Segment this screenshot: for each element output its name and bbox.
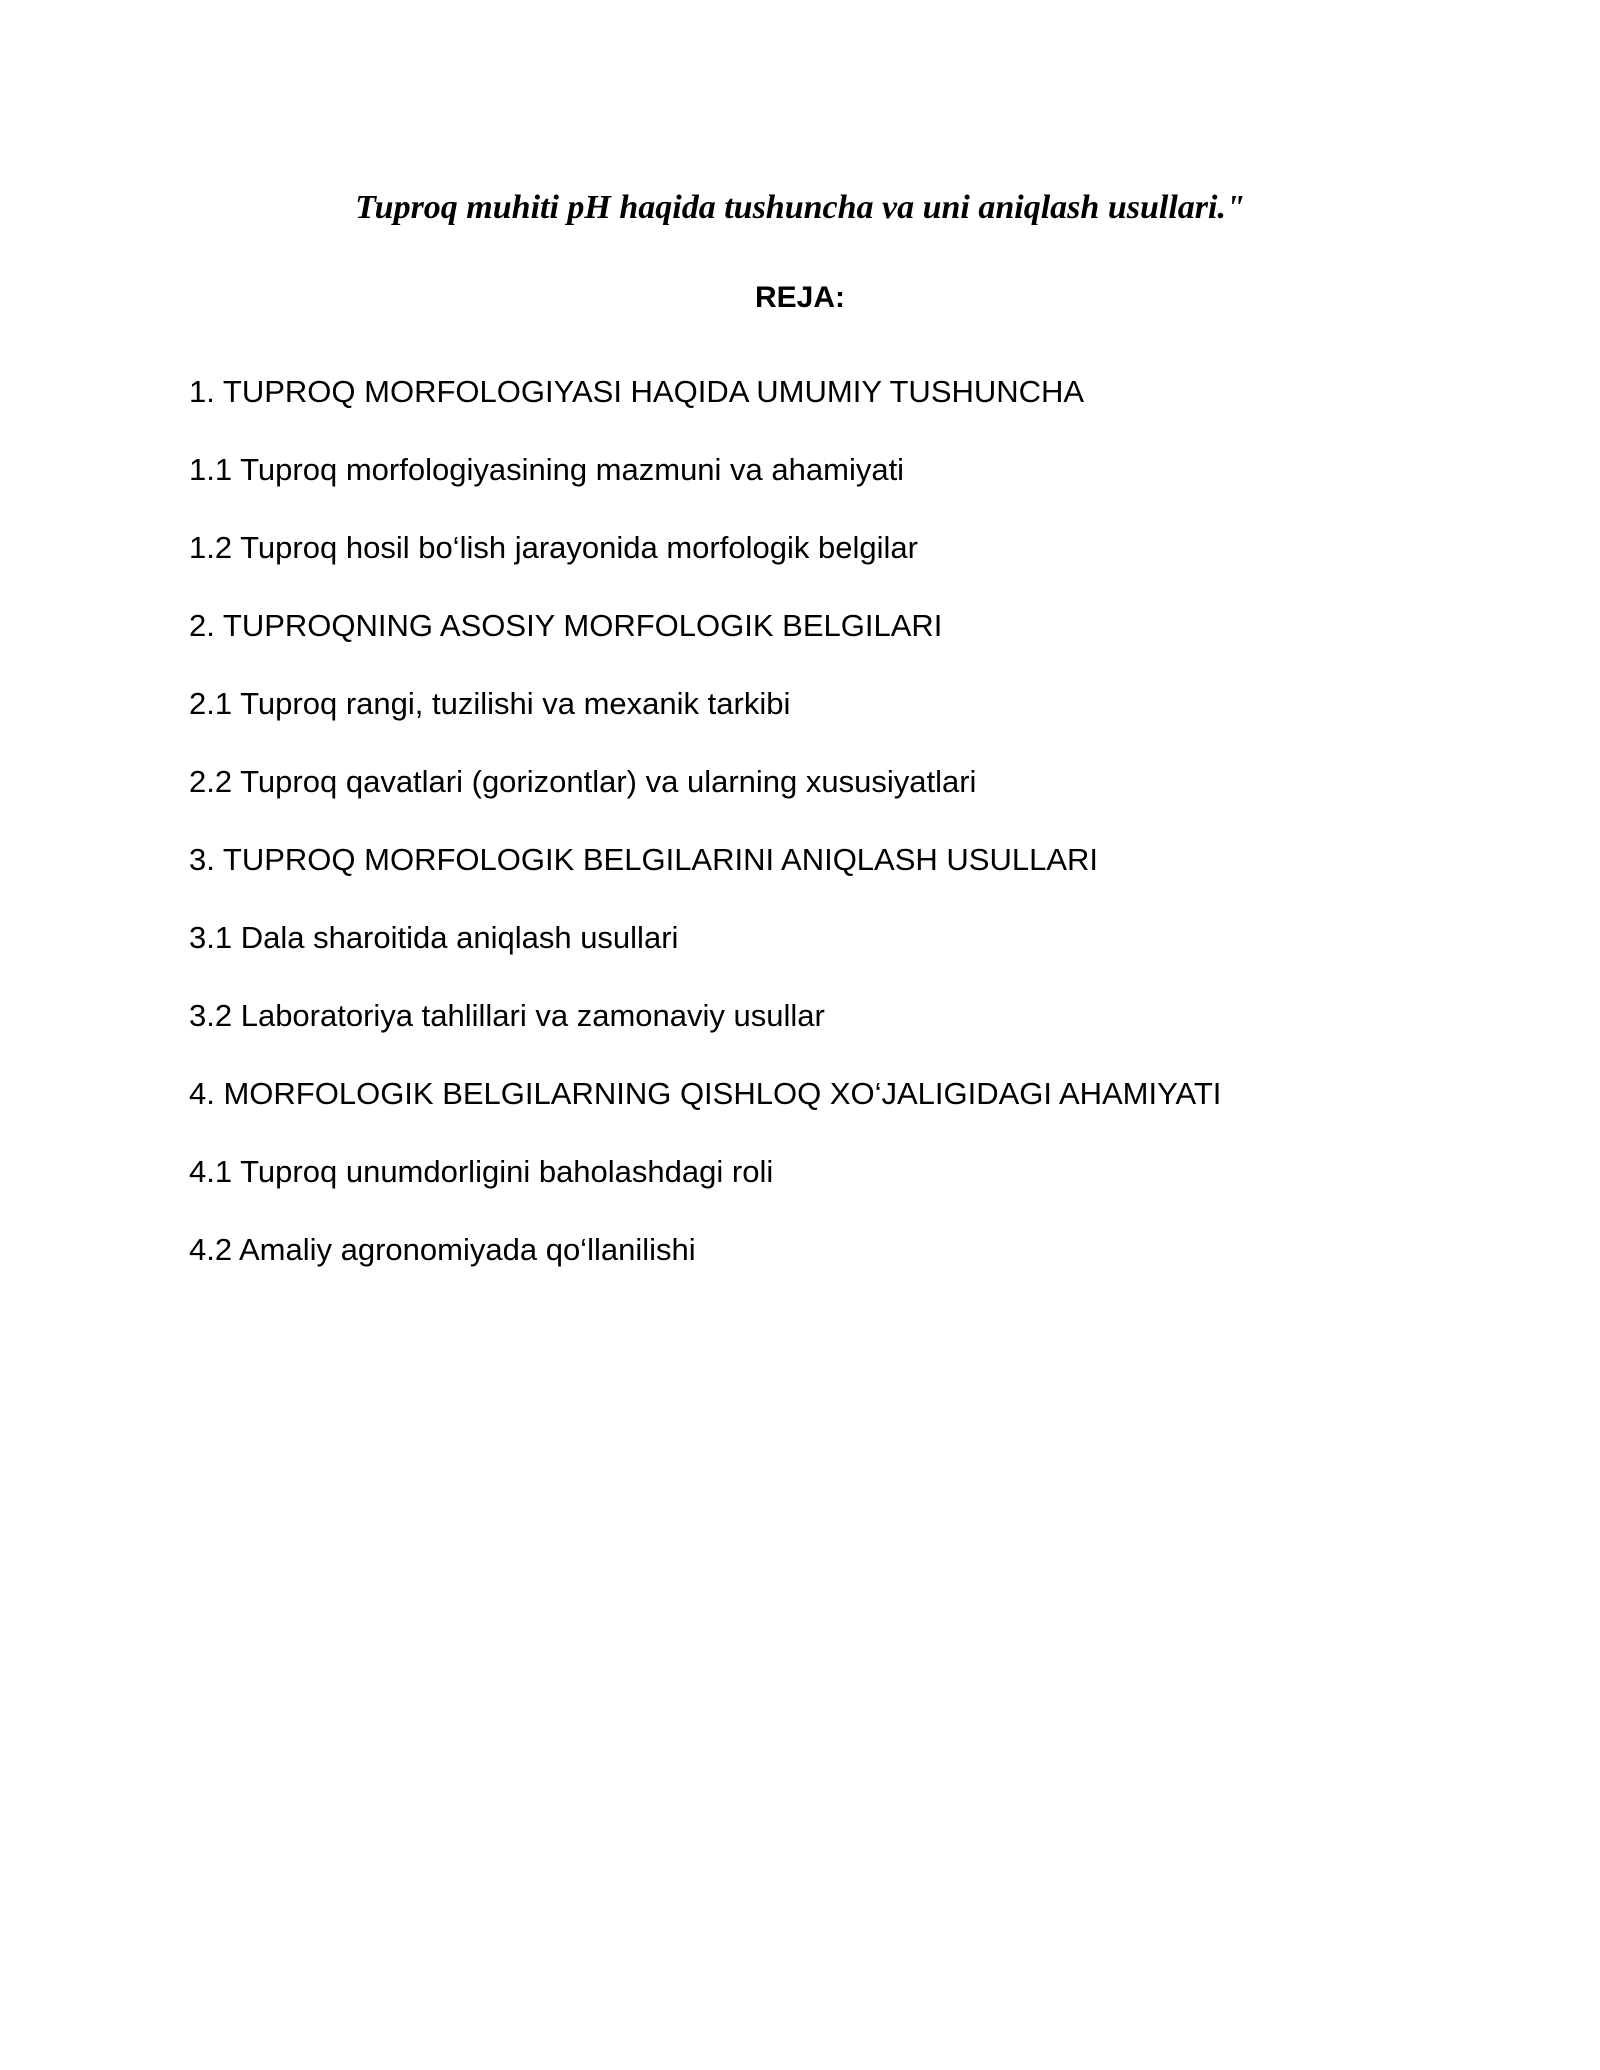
plan-item-1: 1. TUPROQ MORFOLOGIYASI HAQIDA UMUMIY TUSHUNCHA xyxy=(189,374,1085,409)
plan-item-1-1: 1.1 Tuproq morfologiyasining mazmuni va ahamiyati xyxy=(189,452,905,487)
plan-item-2-2: 2.2 Tuproq qavatlari (gorizontlar) va ularning xususiyatlari xyxy=(189,764,977,799)
document-title: Tuproq muhiti pH haqida tushuncha va uni aniqlash usullari." xyxy=(355,189,1245,226)
plan-item-1-2: 1.2 Tuproq hosil bo‘lish jarayonida morfologik belgilar xyxy=(189,530,918,565)
plan-item-2-1: 2.1 Tuproq rangi, tuzilishi va mexanik tarkibi xyxy=(189,686,791,721)
plan-item-4-2: 4.2 Amaliy agronomiyada qo‘llanilishi xyxy=(189,1232,696,1267)
plan-heading: REJA: xyxy=(754,281,845,314)
plan-item-3-2: 3.2 Laboratoriya tahlillari va zamonaviy usullar xyxy=(189,998,825,1033)
plan-item-4-1: 4.1 Tuproq unumdorligini baholashdagi roli xyxy=(189,1154,774,1189)
plan-item-4: 4. MORFOLOGIK BELGILARNING QISHLOQ XO‘JALIGIDAGI AHAMIYATI xyxy=(189,1076,1222,1111)
plan-list xyxy=(189,372,1449,1308)
plan-item-2: 2. TUPROQNING ASOSIY MORFOLOGIK BELGILARI xyxy=(189,608,943,643)
plan-item-3: 3. TUPROQ MORFOLOGIK BELGILARINI ANIQLASH USULLARI xyxy=(189,842,1099,877)
plan-item-3-1: 3.1 Dala sharoitida aniqlash usullari xyxy=(189,920,679,955)
